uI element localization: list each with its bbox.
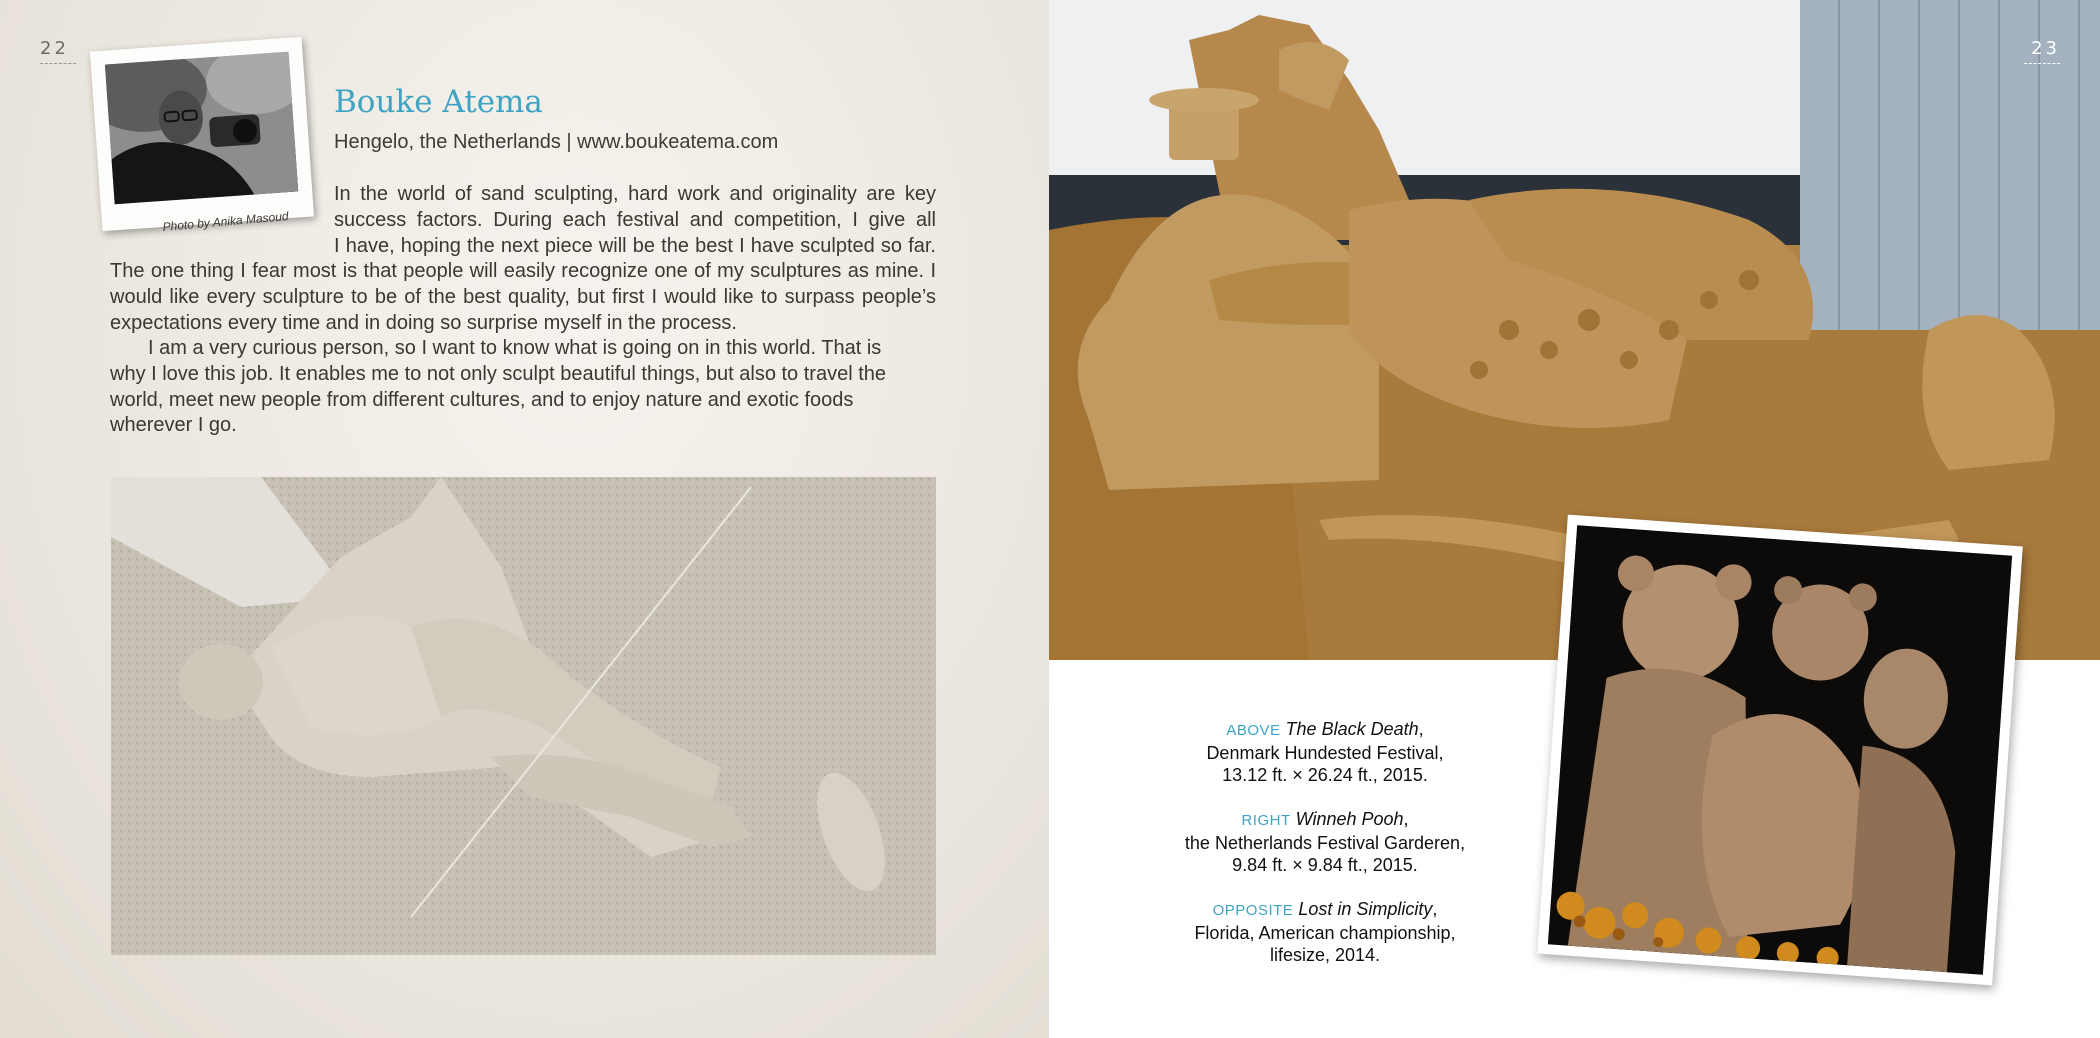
winneh-pooh-photo (1537, 515, 2023, 986)
paragraph-2: I am a very curious person, so I want to know what is going on in this world. That is why I love this job. It enables me to not only sculpt beautiful things, but also to travel the world, meet new people from different cultures, and to enjoy nature and exotic foods wherever I go. (110, 337, 886, 437)
caption-line: Denmark Hundested Festival, (1206, 743, 1444, 763)
page-number-right-text: 23 (2031, 38, 2060, 59)
caption-title: Winneh Pooh (1295, 809, 1404, 829)
caption-right: RIGHT Winneh Pooh, the Netherlands Festival Garderen, 9.84 ft. × 9.84 ft., 2015. (1130, 808, 1520, 876)
page-number-rule (2024, 63, 2060, 64)
page-number-rule (40, 63, 76, 64)
caption-opposite: OPPOSITE Lost in Simplicity, Florida, American championship, lifesize, 2014. (1130, 898, 1520, 966)
paragraph-1-line-2: success factors. During each festival and competition, I give all (334, 208, 936, 231)
artist-location-website: Hengelo, the Netherlands | www.boukeatema.com (334, 131, 779, 153)
artist-portrait-photo (90, 37, 314, 231)
caption-label: OPPOSITE (1212, 902, 1294, 919)
caption-line: 13.12 ft. × 26.24 ft., 2015. (1222, 765, 1428, 785)
page-number-left (40, 38, 76, 64)
caption-line: 9.84 ft. × 9.84 ft., 2015. (1232, 855, 1418, 875)
photo-captions (1130, 718, 1520, 988)
left-page (0, 0, 1049, 1038)
photo-credit: Photo by Anika Masoud (162, 208, 290, 234)
paragraph-1-continued: The one thing I fear most is that people will easily recognize one of my sculptures as mine. I would like every sculpture to be of the best quality, but first I would like to surpass people’s expectations every time and in doing so surprise myself in the process. (110, 260, 936, 334)
page-number-left-text: 22 (40, 38, 69, 59)
caption-label: RIGHT (1241, 812, 1291, 829)
lost-in-simplicity-photo (111, 477, 936, 955)
caption-title: The Black Death (1285, 719, 1419, 739)
caption-line: the Netherlands Festival Garderen, (1184, 833, 1466, 853)
paragraph-1-line-3: I have, hoping the next piece will be the best I have sculpted so far. (334, 234, 936, 257)
caption-line: lifesize, 2014. (1269, 945, 1381, 965)
artist-name: Bouke Atema (334, 84, 543, 120)
paragraph-1-line-1: In the world of sand sculpting, hard work and originality are key (334, 183, 936, 205)
page-number-right (2024, 38, 2060, 64)
paragraph-1-wrapped (334, 182, 936, 259)
caption-above: ABOVE The Black Death, Denmark Hundested Festival, 13.12 ft. × 26.24 ft., 2015. (1130, 718, 1520, 786)
caption-title: Lost in Simplicity (1298, 899, 1433, 919)
caption-label: ABOVE (1226, 722, 1281, 739)
artist-portrait-image (105, 52, 298, 204)
winneh-pooh-image (1548, 525, 2012, 974)
caption-line: Florida, American championship, (1194, 923, 1456, 943)
